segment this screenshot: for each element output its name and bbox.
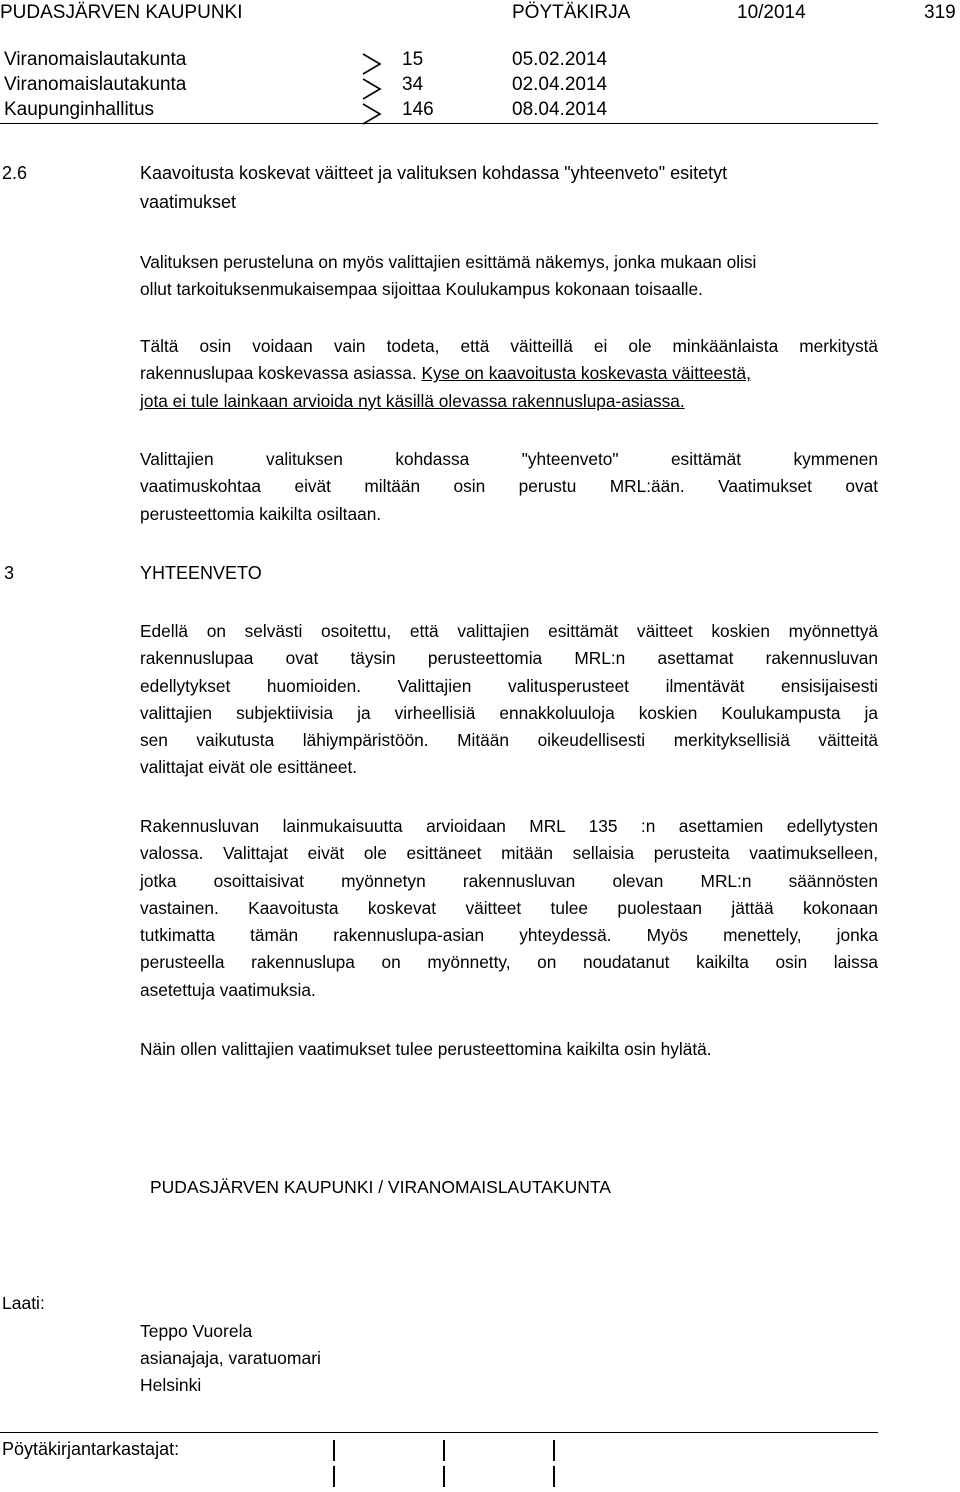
meta-body: Viranomaislautakunta [4,74,187,95]
text-line: perusteella rakennuslupa on myönnetty, on noudatanut kaikilta osin laissa [140,952,878,973]
text-line: asetettuja vaatimuksia. [140,979,316,1000]
header-org: PUDASJÄRVEN KAUPUNKI [0,2,243,23]
text-line: valossa. Valittajat eivät ole esittäneet mitään sellaisia perusteita vaatimukselleen, [140,843,878,864]
signature-separator [553,1466,555,1487]
text-line: edellytykset huomioiden. Valittajien valitusperusteet ilmentävät ensisijaisesti [140,675,878,696]
meta-body: Viranomaislautakunta [4,49,187,70]
text-line: Rakennusluvan lainmukaisuutta arvioidaan MRL 135 :n asettamien edellytysten [140,816,878,836]
paragraph [140,813,878,1004]
underlined-text: jota ei tule lainkaan arvioida nyt käsillä olevassa rakennuslupa-asiassa. [140,390,685,411]
signature-separator [443,1440,445,1461]
meta-number: 146 [402,99,434,120]
text-line: Valittajien valituksen kohdassa "yhteenveto" esittämät kymmenen [140,449,878,469]
paragraph [140,333,878,415]
text-line: perusteettomia kaikilta osiltaan. [140,503,382,524]
meta-date: 02.04.2014 [512,74,608,95]
meta-date: 05.02.2014 [512,49,608,70]
paragraph [140,249,878,304]
signature-separator [443,1466,445,1487]
signing-authority: PUDASJÄRVEN KAUPUNKI / VIRANOMAISLAUTAKUNTA [150,1177,611,1197]
section-title: Kaavoitusta koskevat väitteet ja valituksen kohdassa "yhteenveto" esitetyt [140,163,728,183]
text-line: sen vaikutusta lähiympäristöön. Mitään oikeudellisesti merkityksellisiä väitteitä [140,730,878,751]
footer-divider [0,1432,878,1433]
signature-separator [553,1440,555,1461]
section-number: 2.6 [2,163,28,183]
header-divider [0,123,878,124]
text-line: ollut tarkoituksenmukaisempaa sijoittaa Koulukampus kokonaan toisaalle. [140,279,703,300]
reviewers-label: Pöytäkirjantarkastajat: [2,1439,180,1459]
bracket-arrow-icon [360,48,386,128]
section-title: YHTEENVETO [140,563,262,583]
text-line: vaatimuskohtaa eivät miltään osin perustu MRL:ään. Vaatimukset ovat [140,476,878,497]
text-line: valittajien subjektiivisia ja virheellisiä ennakkoluuloja koskien Koulukampusta ja [140,702,878,723]
text-line [140,388,878,415]
paragraph [140,618,878,782]
signer-title: asianajaja, varatuomari [140,1348,321,1368]
text-line: jotka osoittaisivat myönnetyn rakennusluvan olevan MRL:n säännösten [140,870,878,891]
text-line: Näin ollen valittajien vaatimukset tulee perusteettomina kaikilta osin hylätä. [140,1039,712,1059]
prepared-by-label: Laati: [2,1293,45,1313]
paragraph [140,1036,878,1063]
text-line: valittajat eivät ole esittäneet. [140,757,358,778]
underlined-text: Kyse on kaavoitusta koskevasta väitteestä, [421,363,751,384]
signature-separator [333,1440,335,1461]
text-line: Tältä osin voidaan vain todeta, että väitteillä ei ole minkäänlaista merkitystä [140,336,878,356]
section-title-continued: vaatimukset [140,192,237,212]
section-number: 3 [4,563,15,583]
text-line: tutkimatta tämän rakennuslupa-asian yhteydessä. Myös menettely, jonka [140,925,878,946]
signature-separator [333,1466,335,1487]
signer-name: Teppo Vuorela [140,1321,253,1341]
meta-number: 34 [402,74,424,95]
paragraph [140,446,878,528]
text-line [140,360,878,387]
text-line: Edellä on selvästi osoitettu, että valittajien esittämät väitteet koskien myönnettyä [140,621,878,641]
meta-body: Kaupunginhallitus [4,99,155,120]
text-line: Valituksen perusteluna on myös valittajien esittämä näkemys, jonka mukaan olisi [140,252,757,272]
header-issue: 10/2014 [737,2,806,23]
signer-city: Helsinki [140,1375,202,1395]
text-line: rakennuslupaa ovat täysin perusteettomia MRL:n asettamat rakennusluvan [140,648,878,669]
header-page-number: 319 [924,2,956,23]
header-doc-type: PÖYTÄKIRJA [512,2,631,23]
meta-date: 08.04.2014 [512,99,608,120]
meta-number: 15 [402,49,424,70]
text-line: vastainen. Kaavoitusta koskevat väitteet tulee puolestaan jättää kokonaan [140,897,878,918]
text-segment: rakennuslupaa koskevassa asiassa. [140,363,422,384]
